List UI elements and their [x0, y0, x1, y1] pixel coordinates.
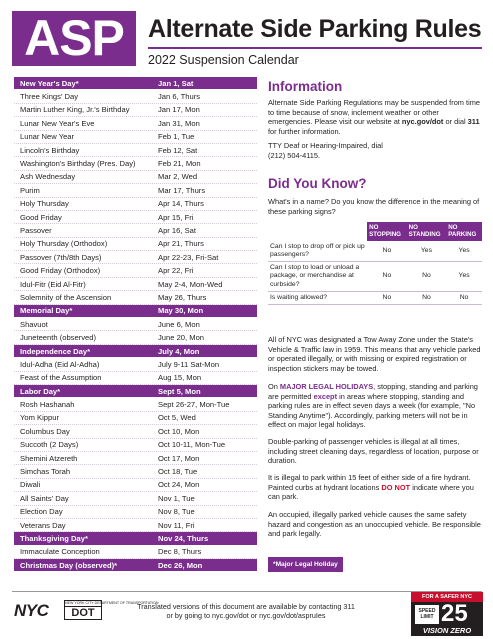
signs-question: Can I stop to drop off or pick up passengers?: [268, 241, 367, 262]
parking-signs-table: [268, 222, 482, 305]
holiday-name: Lunar New Year: [20, 132, 75, 142]
holiday-row: [14, 479, 257, 492]
holiday-row: [14, 184, 257, 197]
legal-highlight: MAJOR LEGAL HOLIDAYS: [279, 382, 374, 391]
holiday-date: May 26, Thurs: [158, 292, 207, 302]
info-text: Alternate Side Parking Regulations may be suspended from time to time because of snow, inclement weather or other emergencies. Please visit our website at: [268, 98, 480, 127]
header: [12, 11, 482, 67]
major-holiday-row: [14, 305, 257, 318]
holiday-date: Oct 17, Mon: [158, 453, 200, 463]
major-holiday-row: [14, 345, 257, 358]
page-subtitle: 2022 Suspension Calendar: [148, 53, 299, 67]
asp-logo: ASP: [12, 11, 136, 66]
title-divider: [148, 47, 482, 49]
holiday-row: [14, 224, 257, 237]
holiday-row: [14, 117, 257, 130]
holiday-row: [14, 465, 257, 478]
vision-zero-badge: [411, 592, 483, 636]
holiday-row: [14, 398, 257, 411]
website-link[interactable]: nyc.gov/dot: [401, 117, 444, 127]
holiday-date: Apr 22-23, Fri-Sat: [158, 252, 219, 262]
holiday-name: Shemini Atzereth: [20, 453, 78, 463]
holiday-name: Lincoln's Birthday: [20, 145, 80, 155]
holiday-row: [14, 238, 257, 251]
holiday-row: [14, 318, 257, 331]
col-no-stopping: NO STOPPING: [367, 222, 407, 241]
hydrant-text: indicate where you can park.: [268, 482, 474, 502]
phone-311: 311: [467, 117, 480, 127]
holiday-row: [14, 546, 257, 559]
holiday-date: Sept 26-27, Mon-Tue: [158, 400, 230, 410]
footer-line: Translated versions of this document are available by contacting 311: [137, 602, 355, 611]
legal-text: in areas where stopping, standing and parking rules are in effect seven days a week (for example, "No Standing Anytime"). Accordingly, parking meters will not be in effect on major legal holidays.: [268, 391, 476, 430]
holiday-name: Holy Thursday (Orthodox): [20, 239, 108, 249]
info-text: or dial: [443, 117, 468, 127]
nyc-logo: NYC: [14, 601, 49, 620]
major-holiday-row: [14, 385, 257, 398]
signs-answer: No: [407, 291, 447, 304]
holiday-name: Shavuot: [20, 319, 48, 329]
hydrant-text: It is illegal to park within 15 feet of either side of a fire hydrant. Painted curbs at hydrant locations: [268, 473, 471, 492]
signs-answer: No: [367, 291, 407, 304]
holiday-name: Feast of the Assumption: [20, 373, 102, 383]
hydrant-paragraph: [268, 473, 482, 502]
holiday-row: [14, 492, 257, 505]
signs-answer: Yes: [407, 241, 447, 262]
holiday-name: Ash Wednesday: [20, 172, 76, 182]
double-parking-paragraph: Double-parking of passenger vehicles is illegal at all times, including street cleaning days, regardless of location, purpose or duration.: [268, 437, 479, 466]
col-no-standing: NO STANDING: [407, 222, 447, 241]
holiday-date: Nov 1, Tue: [158, 493, 195, 503]
info-text: for further information.: [268, 126, 341, 136]
holiday-name: Martin Luther King, Jr.'s Birthday: [20, 105, 130, 115]
holiday-date: Jan 1, Sat: [158, 78, 194, 88]
signs-table-row: [268, 262, 482, 292]
holiday-date: Nov 11, Fri: [158, 520, 195, 530]
holiday-date: July 9-11 Sat-Mon: [158, 359, 220, 369]
holiday-row: [14, 251, 257, 264]
holiday-name: Holy Thursday: [20, 199, 69, 209]
vz-tagline: FOR A SAFER NYC: [411, 592, 483, 602]
holiday-date: Apr 14, Thurs: [158, 199, 204, 209]
major-holiday-legend: *Major Legal Holiday: [268, 557, 343, 572]
holiday-name: Yom Kippur: [20, 413, 59, 423]
holiday-date: May 2-4, Mon-Wed: [158, 279, 223, 289]
holiday-row: [14, 104, 257, 117]
holiday-name: Diwali: [20, 480, 41, 490]
signs-question: Is waiting allowed?: [268, 291, 367, 304]
tty-line: TTY Deaf or Hearing-Impaired, dial: [268, 141, 383, 150]
holiday-row: [14, 157, 257, 170]
tow-away-paragraph: All of NYC was designated a Tow Away Zone under the State's Vehicle & Traffic law in 1959. This means that any vehicle parked or operated illegally, or with missing or expired registration or inspection stickers may be towed.: [268, 335, 481, 373]
signs-answer: Yes: [446, 262, 482, 292]
vision-zero-label: VISION ZERO: [422, 626, 472, 635]
holiday-date: Apr 15, Fri: [158, 212, 194, 222]
holiday-name: Passover (7th/8th Days): [20, 252, 102, 262]
tty-number: (212) 504-4115.: [268, 150, 321, 160]
holiday-date: Oct 10, Mon: [158, 426, 200, 436]
holiday-row: [14, 144, 257, 157]
holiday-name: Lunar New Year's Eve: [20, 118, 95, 128]
signs-answer: Yes: [446, 241, 482, 262]
holiday-name: Election Day: [20, 507, 63, 517]
page-title: Alternate Side Parking Rules: [148, 15, 482, 43]
holiday-date: Dec 26, Mon: [158, 560, 203, 570]
legal-highlight: except: [313, 391, 338, 401]
holiday-date: Apr 22, Fri: [158, 266, 194, 276]
holiday-date: Apr 16, Sat: [158, 225, 196, 235]
holiday-name: Memorial Day*: [20, 306, 73, 316]
hydrant-warning: DO NOT: [381, 482, 411, 492]
holiday-date: Sept 5, Mon: [158, 386, 201, 396]
holiday-row: [14, 278, 257, 291]
holiday-row: [14, 264, 257, 277]
holiday-row: [14, 90, 257, 103]
holiday-date: Mar 17, Thurs: [158, 185, 206, 195]
holiday-name: Purim: [20, 185, 40, 195]
holiday-name: Labor Day*: [20, 386, 61, 396]
holiday-date: Jan 31, Mon: [158, 118, 200, 128]
dot-logo-text: DOT: [71, 607, 95, 619]
holiday-row: [14, 331, 257, 344]
holiday-name: Rosh Hashanah: [20, 400, 75, 410]
holiday-date: Oct 24, Mon: [158, 480, 200, 490]
holiday-date: Apr 21, Thurs: [158, 239, 204, 249]
tty-info: [268, 141, 482, 160]
holiday-name: Passover: [20, 225, 52, 235]
holiday-row: [14, 198, 257, 211]
holiday-name: Succoth (2 Days): [20, 440, 79, 450]
holiday-row: [14, 425, 257, 438]
holiday-date: May 30, Mon: [158, 306, 204, 316]
holiday-name: Good Friday: [20, 212, 62, 222]
signs-question: Can I stop to load or unload a package, or merchandise at curbside?: [268, 262, 367, 292]
holiday-name: Simchas Torah: [20, 467, 71, 477]
signs-table-row: [268, 241, 482, 262]
dot-logo: [64, 600, 159, 620]
holiday-row: [14, 211, 257, 224]
col-no-parking: NO PARKING: [446, 222, 482, 241]
holiday-date: Mar 2, Wed: [158, 172, 198, 182]
holiday-date: Nov 24, Thurs: [158, 533, 209, 543]
holiday-date: Jan 17, Mon: [158, 105, 200, 115]
information-heading: Information: [268, 79, 343, 94]
footer-text: [118, 602, 374, 621]
holiday-date: Oct 10-11, Mon-Tue: [158, 440, 226, 450]
holiday-name: Good Friday (Orthodox): [20, 266, 101, 276]
holiday-date: Dec 8, Thurs: [158, 547, 202, 557]
signs-answer: No: [407, 262, 447, 292]
holiday-date: Feb 12, Sat: [158, 145, 198, 155]
holiday-table: [14, 77, 257, 572]
holiday-name: Veterans Day: [20, 520, 66, 530]
holiday-name: Independence Day*: [20, 346, 91, 356]
holiday-row: [14, 372, 257, 385]
speed-limit-sign: SPEED LIMIT: [415, 605, 439, 624]
signs-answer: No: [367, 241, 407, 262]
holiday-row: [14, 358, 257, 371]
holiday-row: [14, 412, 257, 425]
holiday-row: [14, 519, 257, 532]
dot-logo-caption: NEW YORK CITY DEPARTMENT OF TRANSPORTATION: [65, 601, 159, 605]
holiday-row: [14, 506, 257, 519]
holiday-date: June 20, Mon: [158, 333, 205, 343]
holiday-name: Juneteenth (observed): [20, 333, 96, 343]
major-holiday-row: [14, 559, 257, 572]
signs-table-header: [268, 222, 482, 241]
holiday-name: Washington's Birthday (Pres. Day): [20, 159, 136, 169]
signs-answer: No: [446, 291, 482, 304]
holiday-date: Aug 15, Mon: [158, 373, 202, 383]
holiday-name: Three Kings' Day: [20, 92, 79, 102]
holiday-date: Jan 6, Thurs: [158, 92, 201, 102]
holiday-date: July 4, Mon: [158, 346, 200, 356]
holiday-name: Idul-Fitr (Eid Al-Fitr): [20, 279, 86, 289]
information-paragraph: [268, 98, 482, 136]
holiday-row: [14, 171, 257, 184]
signs-table-row: [268, 291, 482, 304]
holiday-name: Immaculate Conception: [20, 547, 100, 557]
major-holiday-row: [14, 77, 257, 90]
legal-text: On: [268, 382, 280, 391]
holiday-name: Solemnity of the Ascension: [20, 292, 112, 302]
holiday-name: Christmas Day (observed)*: [20, 560, 118, 570]
speed-limit-number: 25: [441, 600, 468, 627]
holiday-row: [14, 439, 257, 452]
legal-text: , stopping, standing and parking are permitted: [268, 382, 478, 401]
holiday-date: June 6, Mon: [158, 319, 200, 329]
did-you-know-heading: Did You Know?: [268, 176, 367, 191]
holiday-name: Columbus Day: [20, 426, 70, 436]
holiday-date: Oct 18, Tue: [158, 467, 198, 477]
holiday-name: New Year's Day*: [20, 78, 79, 88]
holiday-date: Nov 8, Tue: [158, 507, 195, 517]
major-holidays-paragraph: [268, 382, 482, 430]
major-holiday-row: [14, 532, 257, 545]
signs-answer: No: [367, 262, 407, 292]
holiday-name: All Saints' Day: [20, 493, 69, 503]
holiday-date: Feb 1, Tue: [158, 132, 195, 142]
holiday-row: [14, 452, 257, 465]
holiday-name: Idul-Adha (Eid Al-Adha): [20, 359, 100, 369]
holiday-date: Oct 5, Wed: [158, 413, 196, 423]
occupied-vehicle-paragraph: An occupied, illegally parked vehicle causes the same safety hazard and congestion as an unoccupied vehicle. Be responsible and park legally.: [268, 510, 481, 539]
holiday-row: [14, 131, 257, 144]
holiday-name: Thanksgiving Day*: [20, 533, 88, 543]
footer-line: or by going to nyc.gov/dot or nyc.gov/dot/aspruIes: [166, 611, 326, 621]
signs-table-corner: [268, 222, 367, 241]
holiday-row: [14, 291, 257, 304]
holiday-date: Feb 21, Mon: [158, 159, 201, 169]
did-you-know-intro: What's in a name? Do you know the difference in the meaning of these parking signs?: [268, 197, 480, 216]
